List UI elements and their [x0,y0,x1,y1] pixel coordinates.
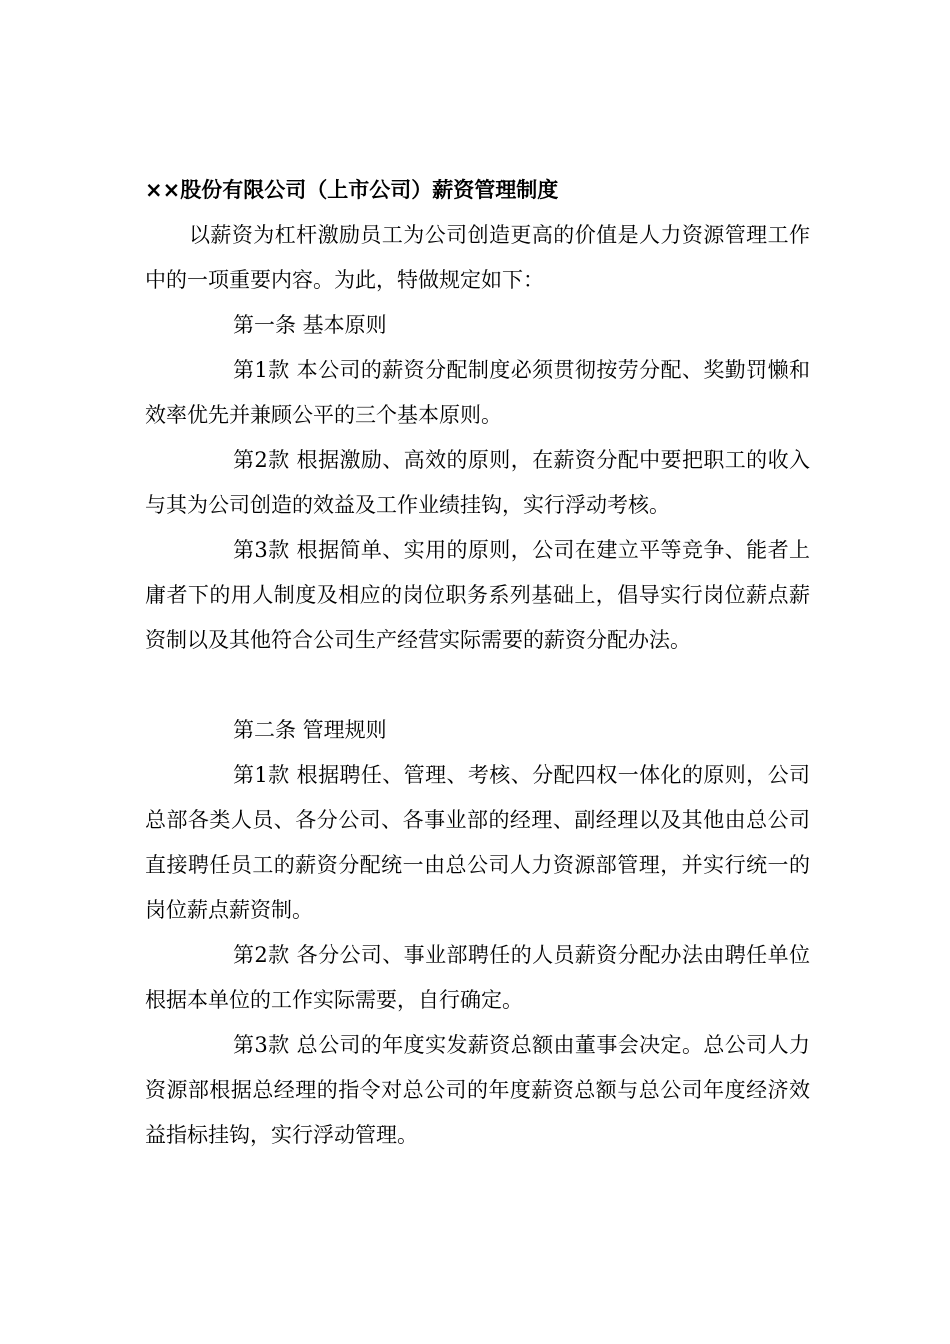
section-2-clause-2: 第2款 各分公司、事业部聘任的人员薪资分配办法由聘任单位根据本单位的工作实际需要，自行确定。 [145,943,810,1012]
section-heading-2: 第二条 管理规则 [233,718,387,742]
document-page [145,168,810,1158]
section-heading-1: 第一条 基本原则 [233,313,387,337]
intro-paragraph: 以薪资为杠杆激励员工为公司创造更高的价值是人力资源管理工作中的一项重要内容。为此，特做规定如下： [145,223,810,292]
section-1-clause-3: 第3款 根据简单、实用的原则，公司在建立平等竞争、能者上庸者下的用人制度及相应的岗位职务系列基础上，倡导实行岗位薪点薪资制以及其他符合公司生产经营实际需要的薪资分配办法。 [145,538,810,652]
section-2-clause-3: 第3款 总公司的年度实发薪资总额由董事会决定。总公司人力资源部根据总经理的指令对总公司的年度薪资总额与总公司年度经济效益指标挂钩，实行浮动管理。 [145,1033,810,1147]
section-2-clause-1: 第1款 根据聘任、管理、考核、分配四权一体化的原则，公司总部各类人员、各分公司、各事业部的经理、副经理以及其他由总公司直接聘任员工的薪资分配统一由总公司人力资源部管理，并实行统一的岗位薪点薪资制。 [145,763,810,922]
section-spacer [145,663,810,708]
document-title: ××股份有限公司（上市公司）薪资管理制度 [145,178,559,202]
section-1-clause-2: 第2款 根据激励、高效的原则，在薪资分配中要把职工的收入与其为公司创造的效益及工作业绩挂钩，实行浮动考核。 [145,448,810,517]
section-1-clause-1: 第1款 本公司的薪资分配制度必须贯彻按劳分配、奖勤罚懒和效率优先并兼顾公平的三个基本原则。 [145,358,810,427]
